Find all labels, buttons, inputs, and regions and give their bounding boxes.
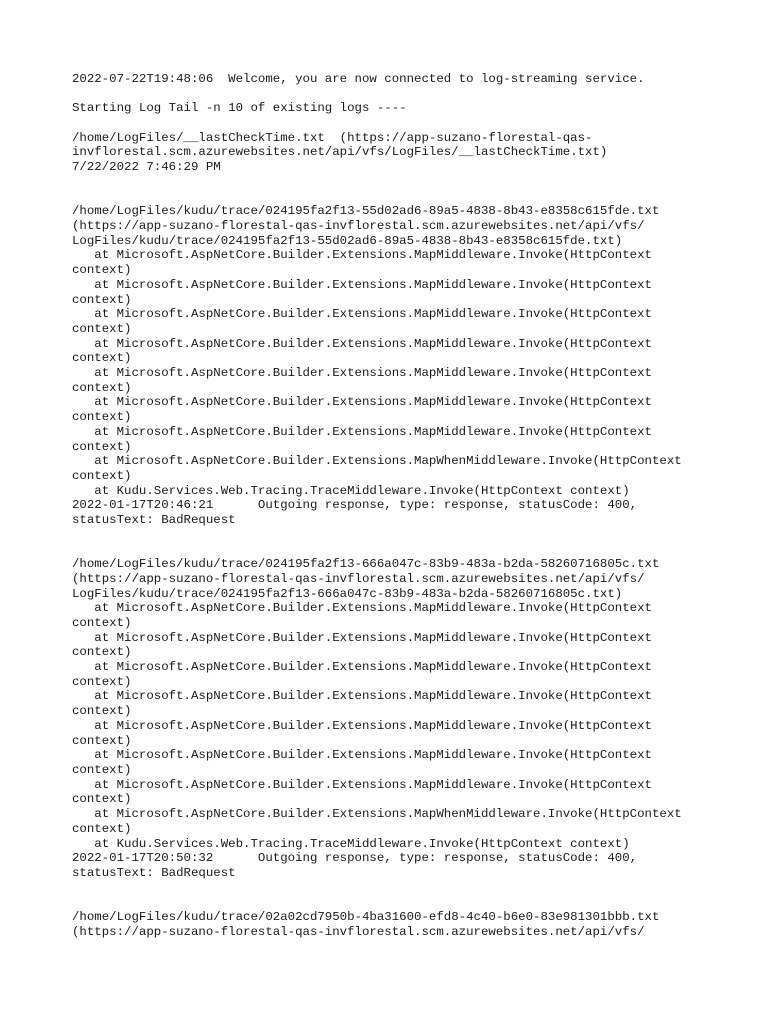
stack-line: at Microsoft.AspNetCore.Builder.Extensions.MapMiddleware.Invoke(HttpContext <box>72 748 652 763</box>
trace-path: /home/LogFiles/kudu/trace/02a02cd7950b-4ba31600-efd8-4c40-b6e0-83e981301bbb.txt <box>72 910 660 924</box>
response-status: statusText: BadRequest <box>72 513 236 528</box>
stack-line: at Microsoft.AspNetCore.Builder.Extensions.MapMiddleware.Invoke(HttpContext <box>72 366 652 381</box>
last-check-entry <box>72 131 712 175</box>
last-check-time: 7/22/2022 7:46:29 PM <box>72 160 221 175</box>
stack-line: context) <box>72 704 132 719</box>
stack-line: at Microsoft.AspNetCore.Builder.Extensions.MapMiddleware.Invoke(HttpContext <box>72 718 652 733</box>
blank-lines <box>72 175 712 204</box>
blank-line <box>72 87 712 102</box>
stack-line: context) <box>72 645 132 660</box>
stack-line: context) <box>72 351 132 366</box>
stack-line: context) <box>72 821 132 836</box>
stack-line: at Microsoft.AspNetCore.Builder.Extensions.MapMiddleware.Invoke(HttpContext <box>72 601 652 616</box>
last-check-url: invflorestal.scm.azurewebsites.net/api/vfs/LogFiles/__lastCheckTime.txt) <box>72 145 608 160</box>
stack-line: at Microsoft.AspNetCore.Builder.Extensions.MapMiddleware.Invoke(HttpContext <box>72 307 652 322</box>
blank-line <box>72 116 712 131</box>
trace-url: (https://app-suzano-florestal-qas-invflorestal.scm.azurewebsites.net/api/vfs/ <box>72 571 645 586</box>
trace-entry-3 <box>72 910 712 939</box>
trace-path: /home/LogFiles/kudu/trace/024195fa2f13-55d02ad6-89a5-4838-8b43-e8358c615fde.txt <box>72 204 660 219</box>
stack-line: at Microsoft.AspNetCore.Builder.Extensions.MapWhenMiddleware.Invoke(HttpContext <box>72 807 682 822</box>
stack-line: at Microsoft.AspNetCore.Builder.Extensions.MapMiddleware.Invoke(HttpContext <box>72 689 652 704</box>
stack-line: at Microsoft.AspNetCore.Builder.Extensions.MapMiddleware.Invoke(HttpContext <box>72 248 652 263</box>
stack-line: at Microsoft.AspNetCore.Builder.Extensions.MapMiddleware.Invoke(HttpContext <box>72 395 652 410</box>
response-line: 2022-01-17T20:50:32 Outgoing response, type: response, statusCode: 400, <box>72 851 638 866</box>
stack-line: at Microsoft.AspNetCore.Builder.Extensions.MapMiddleware.Invoke(HttpContext <box>72 660 652 675</box>
stack-line: context) <box>72 380 132 395</box>
stack-line: context) <box>72 321 132 336</box>
stack-line: at Microsoft.AspNetCore.Builder.Extensions.MapMiddleware.Invoke(HttpContext <box>72 630 652 645</box>
stack-line: context) <box>72 762 132 777</box>
stack-line: context) <box>72 439 132 454</box>
trace-url: (https://app-suzano-florestal-qas-invflorestal.scm.azurewebsites.net/api/vfs/ <box>72 218 645 233</box>
trace-url: (https://app-suzano-florestal-qas-invflorestal.scm.azurewebsites.net/api/vfs/ <box>72 924 645 939</box>
stack-line: context) <box>72 410 132 425</box>
stack-line: context) <box>72 674 132 689</box>
stack-line: context) <box>72 292 132 307</box>
stack-line: at Microsoft.AspNetCore.Builder.Extensions.MapMiddleware.Invoke(HttpContext <box>72 777 652 792</box>
stack-line: context) <box>72 733 132 748</box>
stack-line: at Microsoft.AspNetCore.Builder.Extensions.MapMiddleware.Invoke(HttpContext <box>72 336 652 351</box>
trace-entry-1 <box>72 204 712 527</box>
stack-line: context) <box>72 615 132 630</box>
stack-line: at Microsoft.AspNetCore.Builder.Extensions.MapWhenMiddleware.Invoke(HttpContext <box>72 454 682 469</box>
trace-url: LogFiles/kudu/trace/024195fa2f13-55d02ad6-89a5-4838-8b43-e8358c615fde.txt) <box>72 233 623 248</box>
stack-line: at Kudu.Services.Web.Tracing.TraceMiddleware.Invoke(HttpContext context) <box>72 483 630 498</box>
trace-entry-2 <box>72 557 712 880</box>
blank-lines <box>72 528 712 557</box>
response-line: 2022-01-17T20:46:21 Outgoing response, type: response, statusCode: 400, <box>72 498 638 513</box>
blank-lines <box>72 881 712 910</box>
stack-line: at Microsoft.AspNetCore.Builder.Extensions.MapMiddleware.Invoke(HttpContext <box>72 277 652 292</box>
trace-url: LogFiles/kudu/trace/024195fa2f13-666a047c-83b9-483a-b2da-58260716805c.txt) <box>72 586 623 601</box>
stack-line: at Kudu.Services.Web.Tracing.TraceMiddleware.Invoke(HttpContext context) <box>72 836 630 851</box>
trace-path: /home/LogFiles/kudu/trace/024195fa2f13-666a047c-83b9-483a-b2da-58260716805c.txt <box>72 557 660 572</box>
stack-line: context) <box>72 792 132 807</box>
stack-line: at Microsoft.AspNetCore.Builder.Extensions.MapMiddleware.Invoke(HttpContext <box>72 424 652 439</box>
log-document <box>72 72 712 939</box>
log-tail-line: Starting Log Tail -n 10 of existing logs ---- <box>72 101 407 116</box>
stack-line: context) <box>72 263 132 278</box>
welcome-line: 2022-07-22T19:48:06 Welcome, you are now connected to log-streaming service. <box>72 72 645 86</box>
last-check-path: /home/LogFiles/__lastCheckTime.txt (https://app-suzano-florestal-qas- <box>72 130 593 145</box>
response-status: statusText: BadRequest <box>72 865 236 880</box>
stack-line: context) <box>72 468 132 483</box>
